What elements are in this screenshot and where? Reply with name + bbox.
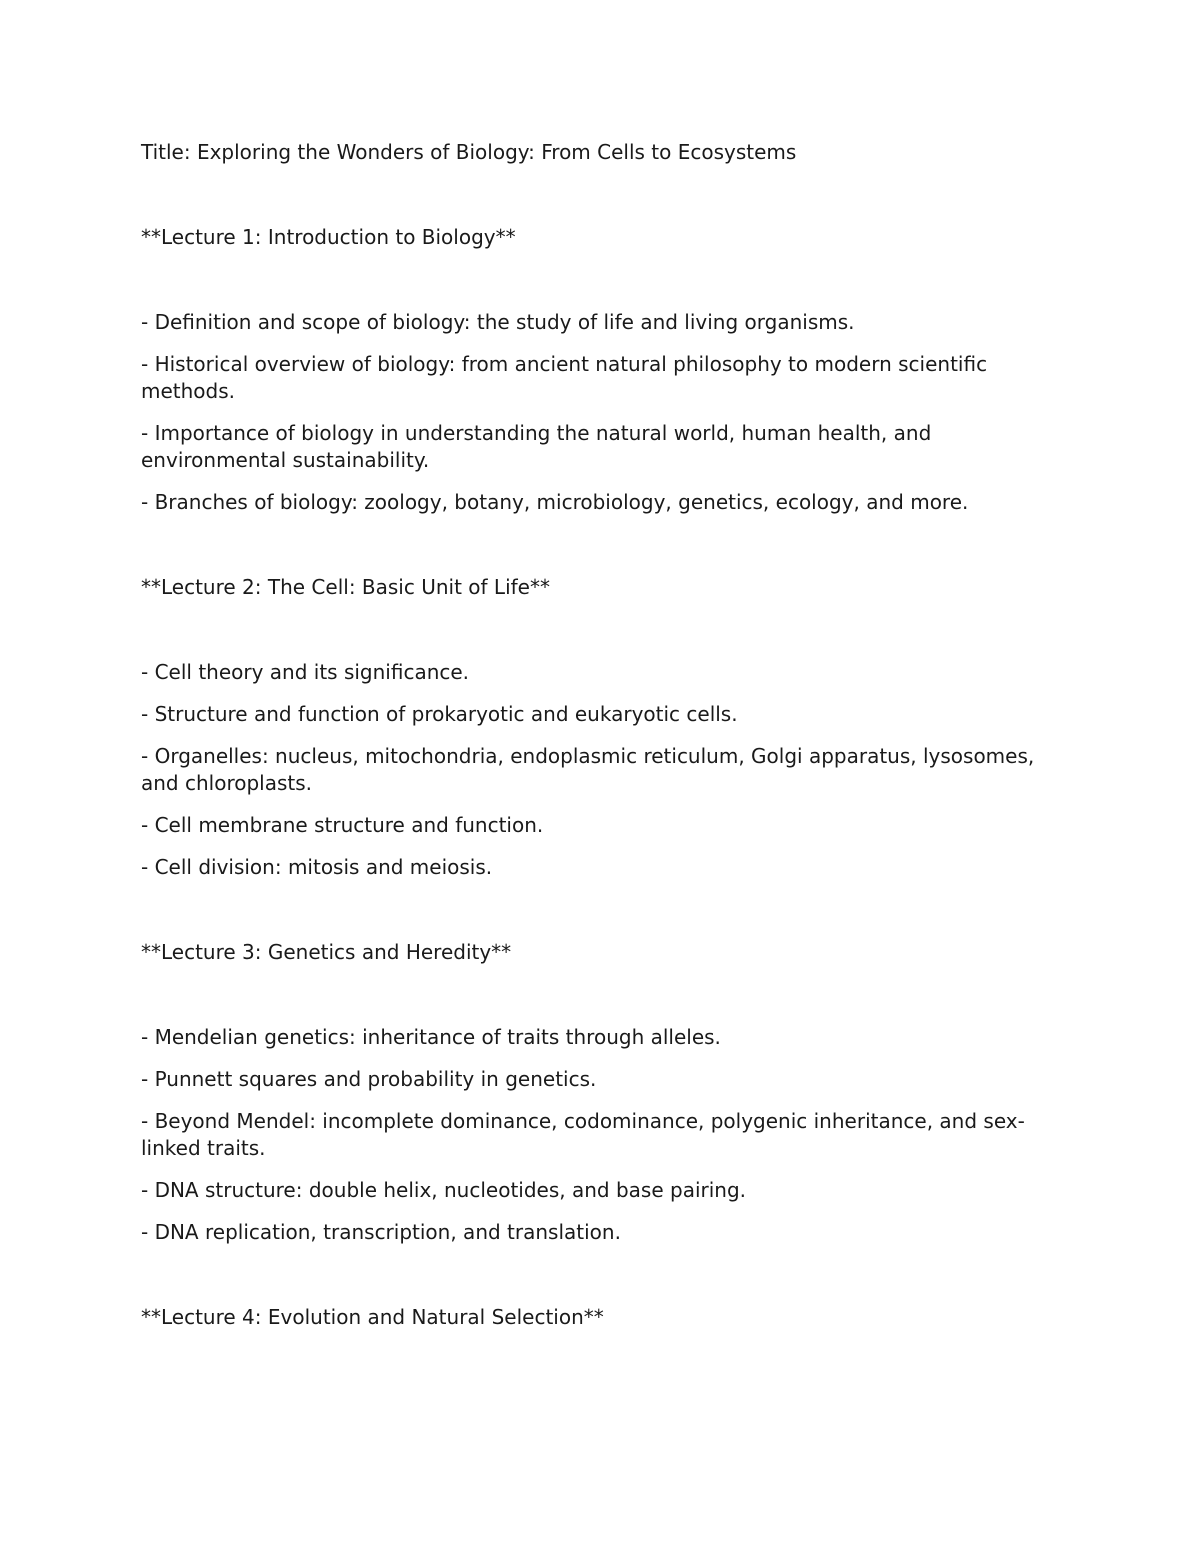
list-item: - Branches of biology: zoology, botany, microbiology, genetics, ecology, and more. <box>141 490 969 514</box>
lecture-3-heading: **Lecture 3: Genetics and Heredity** <box>141 940 512 964</box>
lecture-1-heading: **Lecture 1: Introduction to Biology** <box>141 225 516 249</box>
document-title: Title: Exploring the Wonders of Biology: From Cells to Ecosystems <box>141 140 797 164</box>
list-item: - Importance of biology in understanding the natural world, human health, and environmental sustainability. <box>141 421 932 472</box>
list-item: - Beyond Mendel: incomplete dominance, codominance, polygenic inheritance, and sex-linked traits. <box>141 1109 1025 1160</box>
lecture-1-section <box>141 224 1061 516</box>
list-item: - DNA replication, transcription, and translation. <box>141 1220 621 1244</box>
document-body <box>141 139 1061 1331</box>
lecture-2-section <box>141 574 1061 881</box>
list-item: - Punnett squares and probability in genetics. <box>141 1067 597 1091</box>
lecture-2-heading: **Lecture 2: The Cell: Basic Unit of Life** <box>141 575 550 599</box>
list-item: - Cell theory and its significance. <box>141 660 470 684</box>
lecture-3-list <box>141 1024 1061 1246</box>
list-item: - Cell membrane structure and function. <box>141 813 544 837</box>
lecture-2-list <box>141 659 1061 881</box>
list-item: - Definition and scope of biology: the study of life and living organisms. <box>141 310 855 334</box>
lecture-4-section <box>141 1304 1061 1331</box>
list-item: - Organelles: nucleus, mitochondria, endoplasmic reticulum, Golgi apparatus, lysosomes, and chloroplasts. <box>141 744 1035 795</box>
list-item: - Structure and function of prokaryotic and eukaryotic cells. <box>141 702 738 726</box>
list-item: - Historical overview of biology: from ancient natural philosophy to modern scientific methods. <box>141 352 988 403</box>
list-item: - DNA structure: double helix, nucleotides, and base pairing. <box>141 1178 747 1202</box>
lecture-1-list <box>141 309 1061 516</box>
lecture-3-section <box>141 939 1061 1246</box>
lecture-4-heading: **Lecture 4: Evolution and Natural Selection** <box>141 1305 604 1329</box>
list-item: - Cell division: mitosis and meiosis. <box>141 855 493 879</box>
list-item: - Mendelian genetics: inheritance of traits through alleles. <box>141 1025 721 1049</box>
